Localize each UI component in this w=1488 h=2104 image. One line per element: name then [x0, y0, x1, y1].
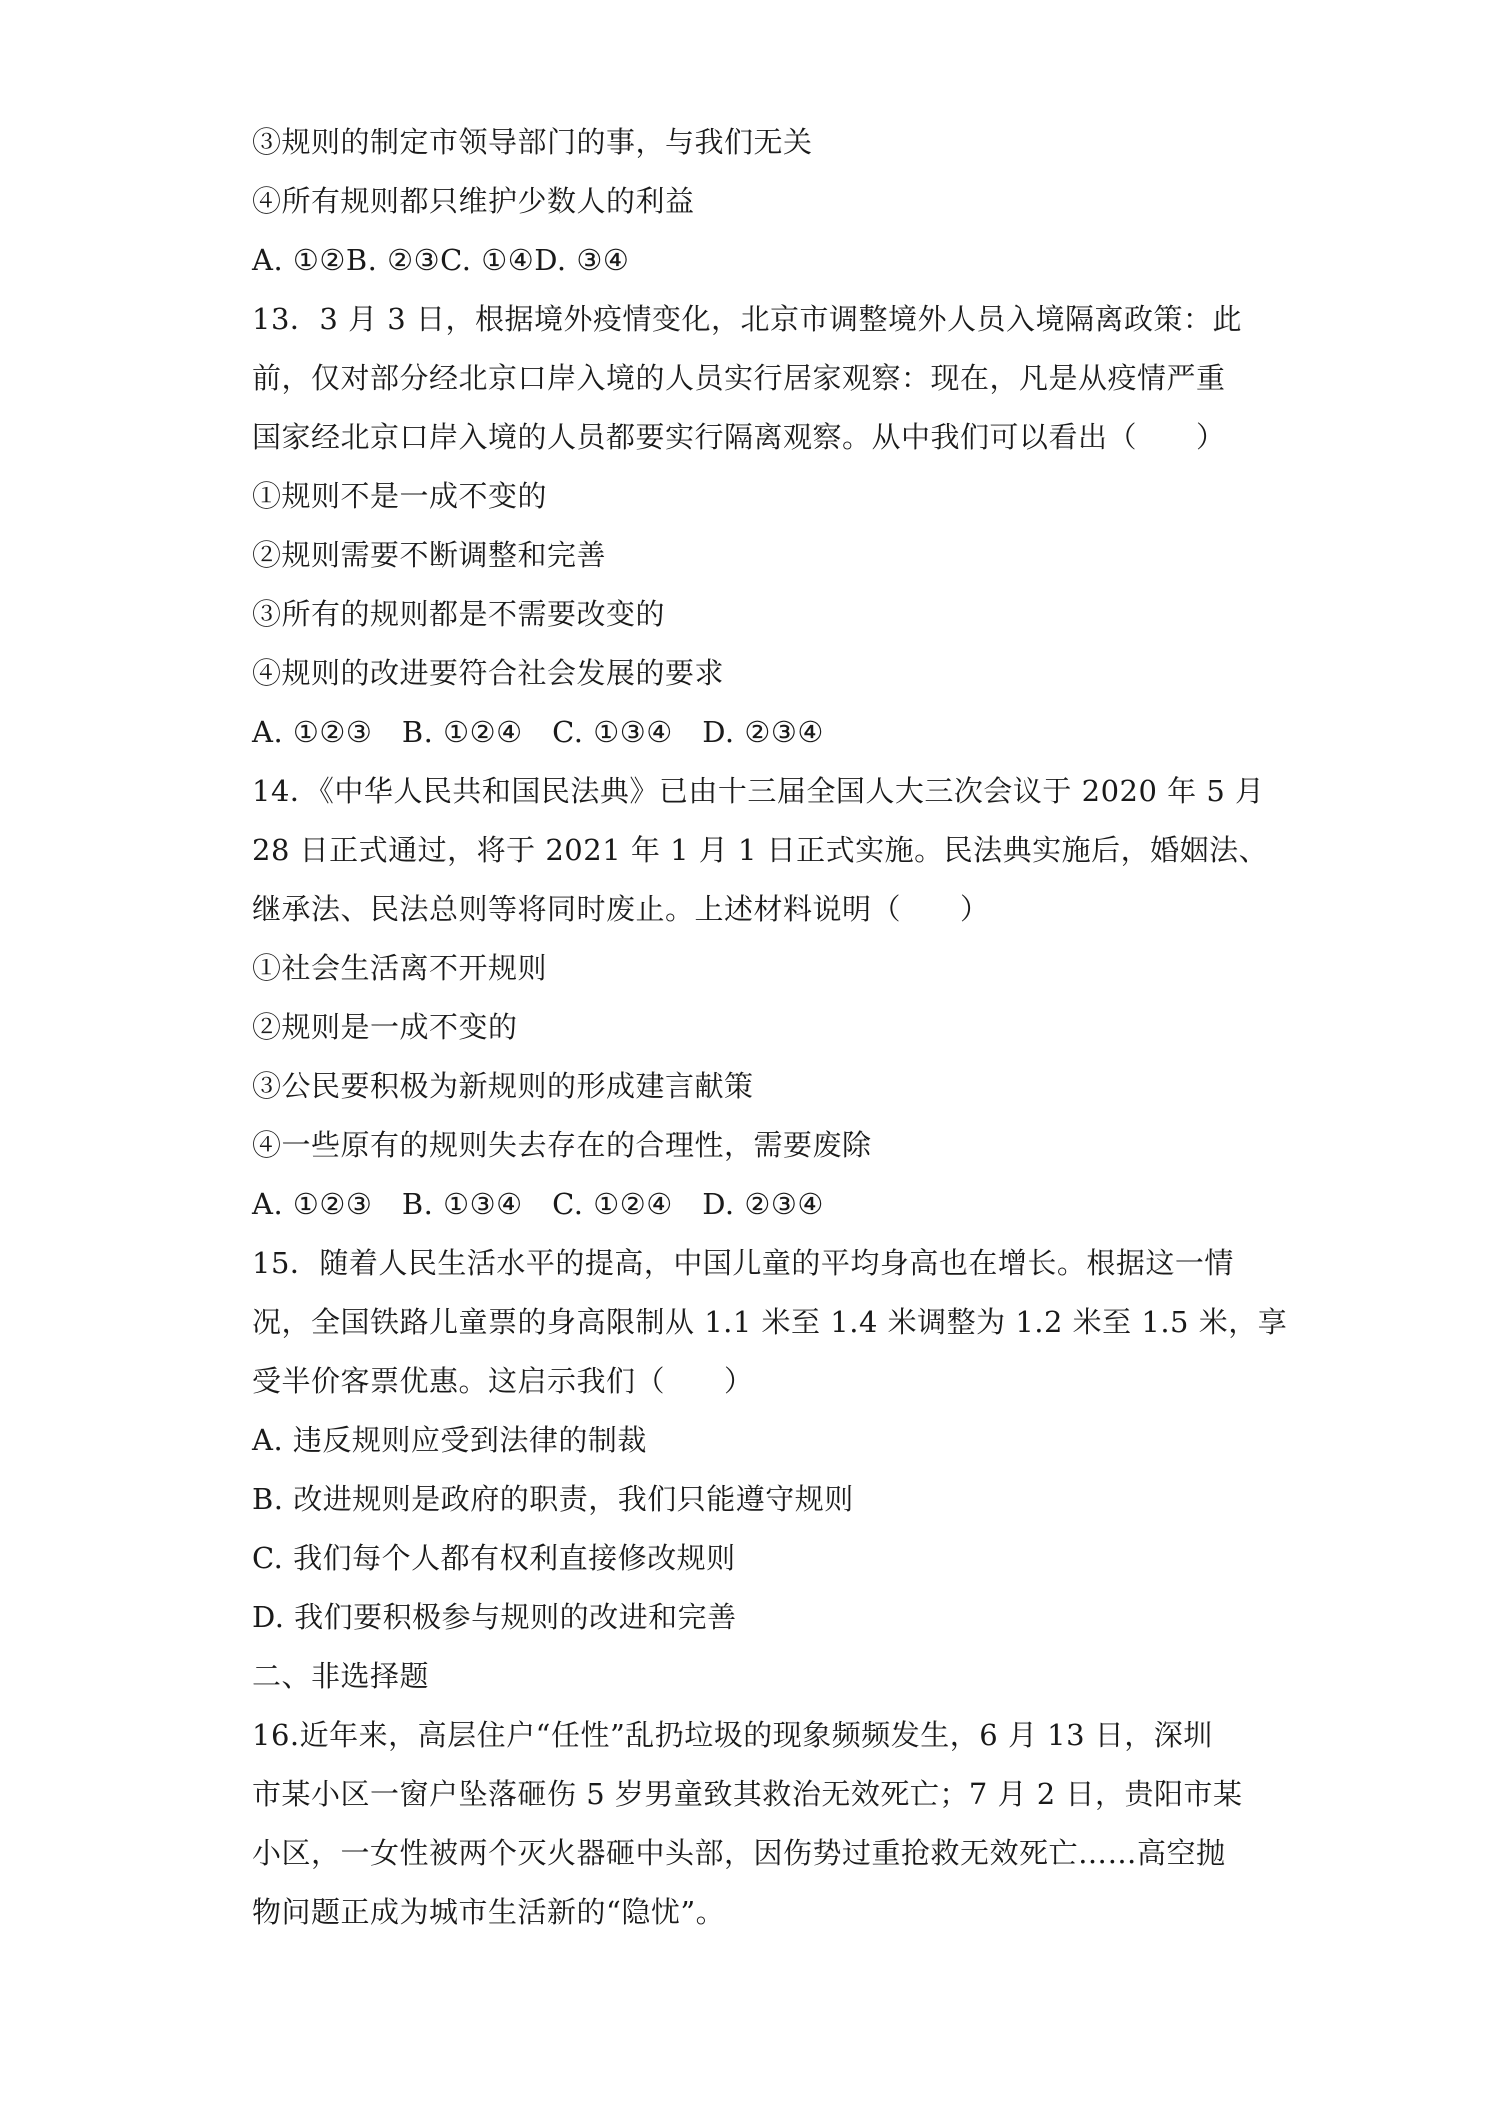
answer-choice-q15-c: C. 我们每个人都有权利直接修改规则 [252, 1541, 736, 1575]
option-line-q13-2: ②规则需要不断调整和完善 [252, 538, 607, 572]
question-13-line-3: 国家经北京口岸入境的人员都要实行隔离观察。从中我们可以看出（ ） [252, 420, 1226, 454]
option-line-q12-4: ④所有规则都只维护少数人的利益 [252, 184, 695, 218]
question-15-line-2: 况，全国铁路儿童票的身高限制从 1.1 米至 1.4 米调整为 1.2 米至 1.5 米，享 [252, 1305, 1288, 1339]
option-line-q14-1: ①社会生活离不开规则 [252, 951, 548, 985]
answer-choices-q14: A. ①②③ B. ①③④ C. ①②④ D. ②③④ [252, 1187, 824, 1221]
question-16-line-3: 小区，一女性被两个灭火器砸中头部，因伤势过重抢救无效死亡……高空抛 [252, 1836, 1226, 1870]
question-16-line-2: 市某小区一窗户坠落砸伤 5 岁男童致其救治无效死亡；7 月 2 日，贵阳市某 [252, 1777, 1243, 1811]
option-line-q13-4: ④规则的改进要符合社会发展的要求 [252, 656, 725, 690]
answer-choice-q15-a: A. 违反规则应受到法律的制裁 [252, 1423, 647, 1457]
section-heading-non-choice: 二、非选择题 [252, 1659, 430, 1693]
question-16-line-4: 物问题正成为城市生活新的“隐忧”。 [252, 1895, 726, 1929]
question-13-line-1: 13．3 月 3 日，根据境外疫情变化，北京市调整境外人员入境隔离政策：此 [252, 302, 1242, 336]
question-16-line-1: 16.近年来，高层住户“任性”乱扔垃圾的现象频频发生，6 月 13 日，深圳 [252, 1718, 1213, 1752]
question-14-line-1: 14．《中华人民共和国民法典》已由十三届全国人大三次会议于 2020 年 5 月 [252, 774, 1265, 808]
option-line-q14-4: ④一些原有的规则失去存在的合理性，需要废除 [252, 1128, 872, 1162]
option-line-q13-1: ①规则不是一成不变的 [252, 479, 548, 513]
question-14-line-3: 继承法、民法总则等将同时废止。上述材料说明（ ） [252, 892, 990, 926]
answer-choice-q15-d: D. 我们要积极参与规则的改进和完善 [252, 1600, 737, 1634]
option-line-q14-2: ②规则是一成不变的 [252, 1010, 518, 1044]
answer-choices-q13: A. ①②③ B. ①②④ C. ①③④ D. ②③④ [252, 715, 824, 749]
question-15-line-3: 受半价客票优惠。这启示我们（ ） [252, 1364, 754, 1398]
option-line-q12-3: ③规则的制定市领导部门的事，与我们无关 [252, 125, 813, 159]
question-14-line-2: 28 日正式通过，将于 2021 年 1 月 1 日正式实施。民法典实施后，婚姻法、 [252, 833, 1269, 867]
question-13-line-2: 前，仅对部分经北京口岸入境的人员实行居家观察：现在，凡是从疫情严重 [252, 361, 1226, 395]
option-line-q13-3: ③所有的规则都是不需要改变的 [252, 597, 666, 631]
answer-choices-q12: A. ①②B. ②③C. ①④D. ③④ [252, 243, 630, 277]
question-15-line-1: 15．随着人民生活水平的提高，中国儿童的平均身高也在增长。根据这一情 [252, 1246, 1234, 1280]
option-line-q14-3: ③公民要积极为新规则的形成建言献策 [252, 1069, 754, 1103]
answer-choice-q15-b: B. 改进规则是政府的职责，我们只能遵守规则 [252, 1482, 854, 1516]
